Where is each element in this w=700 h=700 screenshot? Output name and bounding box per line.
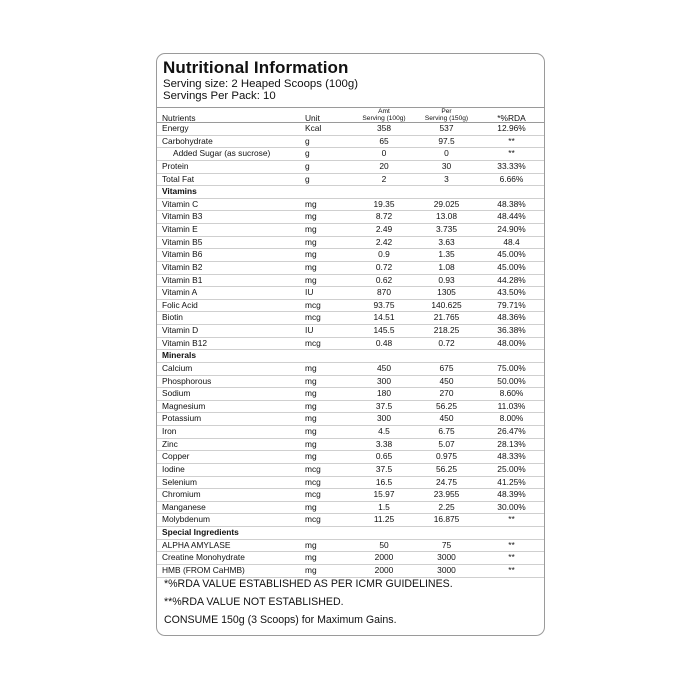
- nutrient-name: Iron: [157, 426, 302, 439]
- amount-150g: 0.72: [414, 337, 479, 350]
- rda-value: **: [479, 148, 544, 161]
- nutrient-name: Vitamin A: [157, 287, 302, 300]
- panel-title: Nutritional Information: [163, 58, 349, 77]
- section-heading: Vitamins: [157, 186, 544, 199]
- table-row: [157, 400, 544, 413]
- table-row: [157, 325, 544, 338]
- amount-150g: 3000: [414, 552, 479, 565]
- nutrient-name: Vitamin B5: [157, 236, 302, 249]
- table-row: [157, 312, 544, 325]
- table-row: [157, 274, 544, 287]
- rda-value: 48.36%: [479, 312, 544, 325]
- nutrient-unit: mg: [302, 375, 354, 388]
- nutrient-unit: mg: [302, 564, 354, 577]
- amount-100g: 0: [354, 148, 414, 161]
- section-heading: Special Ingredients: [157, 527, 544, 540]
- amount-100g: 0.62: [354, 274, 414, 287]
- nutrient-unit: IU: [302, 325, 354, 338]
- nutrient-name: HMB (FROM CaHMB): [157, 564, 302, 577]
- table-row: [157, 362, 544, 375]
- nutrition-panel: [156, 53, 545, 636]
- nutrient-name: Folic Acid: [157, 299, 302, 312]
- amount-150g: 0.93: [414, 274, 479, 287]
- nutrient-unit: mcg: [302, 489, 354, 502]
- rda-value: 30.00%: [479, 501, 544, 514]
- nutrient-unit: IU: [302, 287, 354, 300]
- nutrient-name: Molybdenum: [157, 514, 302, 527]
- amount-150g: 56.25: [414, 463, 479, 476]
- amount-150g: 23.955: [414, 489, 479, 502]
- amount-100g: 2: [354, 173, 414, 186]
- rda-value: 79.71%: [479, 299, 544, 312]
- nutrient-unit: mcg: [302, 463, 354, 476]
- rda-value: 33.33%: [479, 160, 544, 173]
- nutrient-unit: mcg: [302, 299, 354, 312]
- nutrient-unit: mg: [302, 539, 354, 552]
- rda-value: 6.66%: [479, 173, 544, 186]
- rda-value: **: [479, 564, 544, 577]
- nutrient-unit: mcg: [302, 312, 354, 325]
- amount-150g: 16.875: [414, 514, 479, 527]
- amount-150g: 97.5: [414, 135, 479, 148]
- servings-per-pack: Servings Per Pack: 10: [163, 90, 276, 102]
- amount-100g: 16.5: [354, 476, 414, 489]
- nutrient-name: Zinc: [157, 438, 302, 451]
- header-nutrients: Nutrients: [157, 108, 302, 123]
- nutrient-unit: mg: [302, 224, 354, 237]
- amount-100g: 0.48: [354, 337, 414, 350]
- amount-150g: 21.765: [414, 312, 479, 325]
- nutrient-name: ALPHA AMYLASE: [157, 539, 302, 552]
- rda-value: **: [479, 552, 544, 565]
- amount-150g: 30: [414, 160, 479, 173]
- rda-value: 48.44%: [479, 211, 544, 224]
- amount-100g: 0.65: [354, 451, 414, 464]
- nutrient-unit: mcg: [302, 337, 354, 350]
- rda-value: 45.00%: [479, 249, 544, 262]
- table-row: [157, 123, 544, 136]
- table-row: [157, 489, 544, 502]
- amount-100g: 870: [354, 287, 414, 300]
- table-row: [157, 198, 544, 211]
- nutrient-unit: mg: [302, 249, 354, 262]
- amount-150g: 3.735: [414, 224, 479, 237]
- table-row: [157, 476, 544, 489]
- table-row: [157, 299, 544, 312]
- table-row: [157, 375, 544, 388]
- amount-100g: 37.5: [354, 400, 414, 413]
- section-heading-row: [157, 186, 544, 199]
- table-header-row: [157, 108, 544, 123]
- amount-100g: 2000: [354, 564, 414, 577]
- rda-value: 28.13%: [479, 438, 544, 451]
- amount-100g: 0.9: [354, 249, 414, 262]
- nutrition-table: [157, 107, 544, 578]
- table-row: [157, 160, 544, 173]
- rda-value: 48.4: [479, 236, 544, 249]
- rda-value: 8.60%: [479, 388, 544, 401]
- nutrient-name: Vitamin D: [157, 325, 302, 338]
- nutrient-unit: g: [302, 173, 354, 186]
- rda-value: 25.00%: [479, 463, 544, 476]
- nutrient-name: Biotin: [157, 312, 302, 325]
- table-row: [157, 463, 544, 476]
- amount-100g: 2.42: [354, 236, 414, 249]
- table-row: [157, 261, 544, 274]
- amount-100g: 37.5: [354, 463, 414, 476]
- table-row: [157, 135, 544, 148]
- rda-value: 48.00%: [479, 337, 544, 350]
- table-row: [157, 388, 544, 401]
- amount-150g: 2.25: [414, 501, 479, 514]
- header-unit: Unit: [302, 108, 354, 123]
- footnotes: [164, 575, 453, 629]
- nutrient-unit: g: [302, 135, 354, 148]
- footnote: *%RDA VALUE ESTABLISHED AS PER ICMR GUIDELINES.: [164, 578, 453, 590]
- nutrient-name: Manganese: [157, 501, 302, 514]
- table-row: [157, 236, 544, 249]
- header-per-serving: [414, 108, 479, 123]
- amount-100g: 2.49: [354, 224, 414, 237]
- nutrient-unit: mg: [302, 501, 354, 514]
- nutrient-name: Vitamin B12: [157, 337, 302, 350]
- amount-150g: 218.25: [414, 325, 479, 338]
- rda-value: 36.38%: [479, 325, 544, 338]
- amount-150g: 13.08: [414, 211, 479, 224]
- amount-150g: 3000: [414, 564, 479, 577]
- rda-value: 50.00%: [479, 375, 544, 388]
- nutrient-unit: mg: [302, 552, 354, 565]
- nutrient-name: Sodium: [157, 388, 302, 401]
- rda-value: 75.00%: [479, 362, 544, 375]
- table-row: [157, 287, 544, 300]
- nutrient-name: Potassium: [157, 413, 302, 426]
- rda-value: 12.96%: [479, 123, 544, 136]
- amount-150g: 675: [414, 362, 479, 375]
- amount-150g: 270: [414, 388, 479, 401]
- nutrient-name: Protein: [157, 160, 302, 173]
- table-row: [157, 426, 544, 439]
- amount-150g: 450: [414, 375, 479, 388]
- rda-value: 24.90%: [479, 224, 544, 237]
- amount-100g: 14.51: [354, 312, 414, 325]
- amount-150g: 56.25: [414, 400, 479, 413]
- rda-value: 11.03%: [479, 400, 544, 413]
- amount-150g: 1.35: [414, 249, 479, 262]
- rda-value: 26.47%: [479, 426, 544, 439]
- rda-value: 45.00%: [479, 261, 544, 274]
- footnote: CONSUME 150g (3 Scoops) for Maximum Gains.: [164, 614, 397, 626]
- nutrient-name: Carbohydrate: [157, 135, 302, 148]
- nutrient-unit: mg: [302, 388, 354, 401]
- header-rda: *%RDA: [479, 108, 544, 123]
- amount-100g: 300: [354, 413, 414, 426]
- nutrient-name: Total Fat: [157, 173, 302, 186]
- nutrient-name: Calcium: [157, 362, 302, 375]
- amount-150g: 537: [414, 123, 479, 136]
- nutrient-name: Energy: [157, 123, 302, 136]
- nutrient-unit: mg: [302, 236, 354, 249]
- table-row: [157, 552, 544, 565]
- nutrient-unit: mg: [302, 438, 354, 451]
- serving-size: Serving size: 2 Heaped Scoops (100g): [163, 78, 359, 90]
- header-per-line1: Per: [441, 108, 452, 115]
- table-row: [157, 337, 544, 350]
- section-heading-row: [157, 527, 544, 540]
- nutrient-unit: mcg: [302, 514, 354, 527]
- nutrient-name: Creatine Monohydrate: [157, 552, 302, 565]
- nutrient-unit: mg: [302, 413, 354, 426]
- amount-100g: 19.35: [354, 198, 414, 211]
- header-per-line2: Serving (150g): [424, 115, 469, 122]
- nutrient-name: Vitamin B6: [157, 249, 302, 262]
- amount-150g: 140.625: [414, 299, 479, 312]
- amount-100g: 4.5: [354, 426, 414, 439]
- nutrient-unit: mg: [302, 261, 354, 274]
- rda-value: 48.33%: [479, 451, 544, 464]
- rda-value: **: [479, 135, 544, 148]
- amount-150g: 0.975: [414, 451, 479, 464]
- nutrient-unit: mg: [302, 198, 354, 211]
- table-row: [157, 413, 544, 426]
- rda-value: **: [479, 539, 544, 552]
- amount-100g: 1.5: [354, 501, 414, 514]
- nutrient-unit: mg: [302, 451, 354, 464]
- amount-100g: 11.25: [354, 514, 414, 527]
- rda-value: 43.50%: [479, 287, 544, 300]
- amount-100g: 450: [354, 362, 414, 375]
- amount-150g: 450: [414, 413, 479, 426]
- amount-100g: 180: [354, 388, 414, 401]
- table-row: [157, 501, 544, 514]
- amount-100g: 15.97: [354, 489, 414, 502]
- rda-value: 41.25%: [479, 476, 544, 489]
- amount-100g: 8.72: [354, 211, 414, 224]
- amount-100g: 145.5: [354, 325, 414, 338]
- amount-100g: 358: [354, 123, 414, 136]
- table-row: [157, 451, 544, 464]
- rda-value: 44.28%: [479, 274, 544, 287]
- amount-150g: 1305: [414, 287, 479, 300]
- table-row: [157, 224, 544, 237]
- amount-150g: 3.63: [414, 236, 479, 249]
- table-row: [157, 211, 544, 224]
- header-amt-serving: [354, 108, 414, 123]
- amount-150g: 6.75: [414, 426, 479, 439]
- nutrient-name: Iodine: [157, 463, 302, 476]
- rda-value: 48.39%: [479, 489, 544, 502]
- nutrient-name: Added Sugar (as sucrose): [157, 148, 302, 161]
- footnote: **%RDA VALUE NOT ESTABLISHED.: [164, 596, 344, 608]
- nutrient-unit: mg: [302, 426, 354, 439]
- amount-150g: 3: [414, 173, 479, 186]
- nutrient-unit: mg: [302, 400, 354, 413]
- nutrient-unit: mg: [302, 211, 354, 224]
- amount-100g: 20: [354, 160, 414, 173]
- amount-100g: 50: [354, 539, 414, 552]
- section-heading: Minerals: [157, 350, 544, 363]
- nutrient-unit: Kcal: [302, 123, 354, 136]
- nutrient-name: Vitamin C: [157, 198, 302, 211]
- nutrient-name: Vitamin B2: [157, 261, 302, 274]
- table-row: [157, 173, 544, 186]
- header-amt-line1: Amt: [378, 108, 390, 115]
- amount-150g: 75: [414, 539, 479, 552]
- table-row: [157, 438, 544, 451]
- rda-value: 8.00%: [479, 413, 544, 426]
- amount-150g: 0: [414, 148, 479, 161]
- table-row: [157, 539, 544, 552]
- nutrient-unit: mg: [302, 274, 354, 287]
- header-amt-line2: Serving (100g): [362, 115, 406, 122]
- nutrient-name: Chromium: [157, 489, 302, 502]
- amount-100g: 93.75: [354, 299, 414, 312]
- nutrient-unit: g: [302, 148, 354, 161]
- rda-value: **: [479, 514, 544, 527]
- nutrient-unit: g: [302, 160, 354, 173]
- nutrient-unit: mcg: [302, 476, 354, 489]
- nutrient-name: Copper: [157, 451, 302, 464]
- nutrient-name: Phosphorous: [157, 375, 302, 388]
- amount-100g: 300: [354, 375, 414, 388]
- nutrient-name: Vitamin B3: [157, 211, 302, 224]
- nutrient-name: Selenium: [157, 476, 302, 489]
- nutrient-unit: mg: [302, 362, 354, 375]
- nutrient-name: Magnesium: [157, 400, 302, 413]
- rda-value: 48.38%: [479, 198, 544, 211]
- amount-100g: 65: [354, 135, 414, 148]
- table-row: [157, 514, 544, 527]
- section-heading-row: [157, 350, 544, 363]
- amount-150g: 1.08: [414, 261, 479, 274]
- amount-150g: 5.07: [414, 438, 479, 451]
- amount-150g: 29.025: [414, 198, 479, 211]
- nutrient-name: Vitamin E: [157, 224, 302, 237]
- table-row: [157, 148, 544, 161]
- table-row: [157, 249, 544, 262]
- nutrient-name: Vitamin B1: [157, 274, 302, 287]
- amount-100g: 2000: [354, 552, 414, 565]
- amount-100g: 0.72: [354, 261, 414, 274]
- amount-100g: 3.38: [354, 438, 414, 451]
- amount-150g: 24.75: [414, 476, 479, 489]
